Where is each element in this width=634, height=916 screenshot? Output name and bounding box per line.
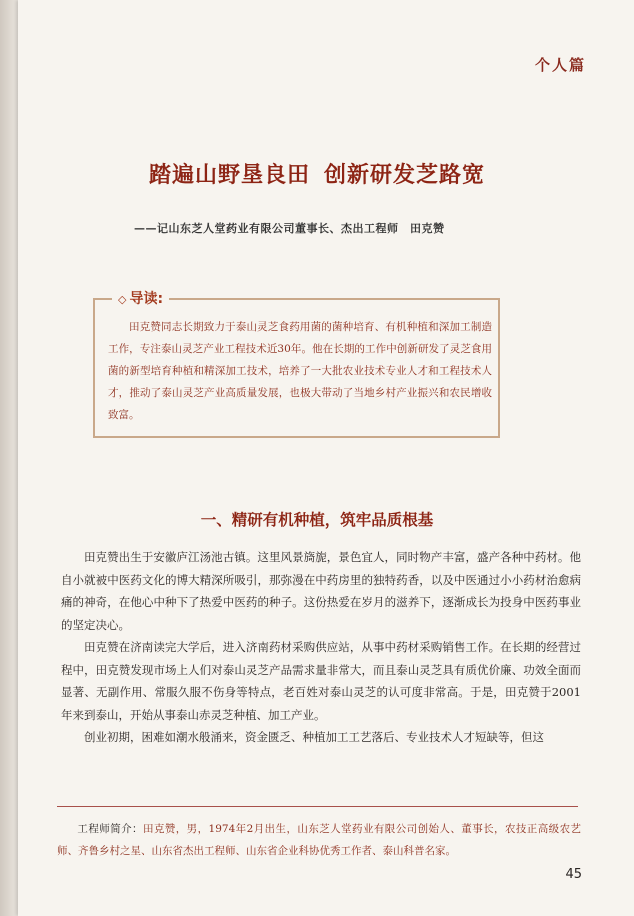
binding-shadow	[0, 0, 18, 916]
body-text	[61, 546, 581, 749]
page-sheet	[18, 0, 634, 916]
footnote	[57, 818, 581, 862]
footnote-text: 田克赞，男，1974年2月出生，山东芝人堂药业有限公司创始人、董事长，农技正高级农艺师、齐鲁乡村之星、山东省杰出工程师、山东省企业科协优秀工作者、泰山科普名家。	[57, 823, 582, 857]
guide-label-text: 导读:	[129, 291, 164, 307]
section-heading: 一、精研有机种植，筑牢品质根基	[200, 510, 434, 529]
article-title-part1: 踏遍山野垦良田	[148, 162, 310, 188]
body-paragraph: 田克赞出生于安徽庐江汤池古镇。这里风景旖旎，景色宜人，同时物产丰富，盛产各种中药材。他自小就被中医药文化的博大精深所吸引，那弥漫在中药房里的独特药香，以及中医通过小小药材治愈病痛的神奇，在他心中种下了热爱中医药的种子。这份热爱在岁月的滋养下，逐渐成长为投身中医药事业的坚定决心。	[61, 550, 581, 632]
article-title-part2: 创新研发芝路宽	[324, 162, 486, 188]
section-tag: 个人篇	[534, 56, 586, 74]
diamond-icon: ◇	[118, 293, 127, 306]
article-title	[0, 158, 634, 189]
page-number: 45	[565, 867, 582, 882]
footnote-divider	[57, 806, 578, 807]
footnote-label: 工程师简介：	[77, 823, 143, 835]
guide-label	[112, 288, 169, 308]
article-subtitle: ——记山东芝人堂药业有限公司董事长、杰出工程师 田克赞	[134, 222, 445, 235]
guide-text: 田克赞同志长期致力于泰山灵芝食药用菌的菌种培育、有机种植和深加工制造工作，专注泰山灵芝产业工程技术近30年。他在长期的工作中创新研发了灵芝食用菌的新型培育种植和精深加工技术，培养了一大批农业技术专业人才和工程技术人才，推动了泰山灵芝产业高质量发展，也极大带动了当地乡村产业振兴和农民增收致富。	[108, 321, 492, 421]
body-paragraph: 创业初期，困难如潮水般涌来，资金匮乏、种植加工工艺落后、专业技术人才短缺等，但这	[84, 730, 544, 744]
body-paragraph: 田克赞在济南读完大学后，进入济南药材采购供应站，从事中药材采购销售工作。在长期的经营过程中，田克赞发现市场上人们对泰山灵芝产品需求量非常大，而且泰山灵芝具有质优价廉、功效全面而显著、无副作用、常服久服不伤身等特点，老百姓对泰山灵芝的认可度非常高。于是，田克赞于2001年来到泰山，开始从事泰山赤灵芝种植、加工产业。	[61, 640, 581, 722]
